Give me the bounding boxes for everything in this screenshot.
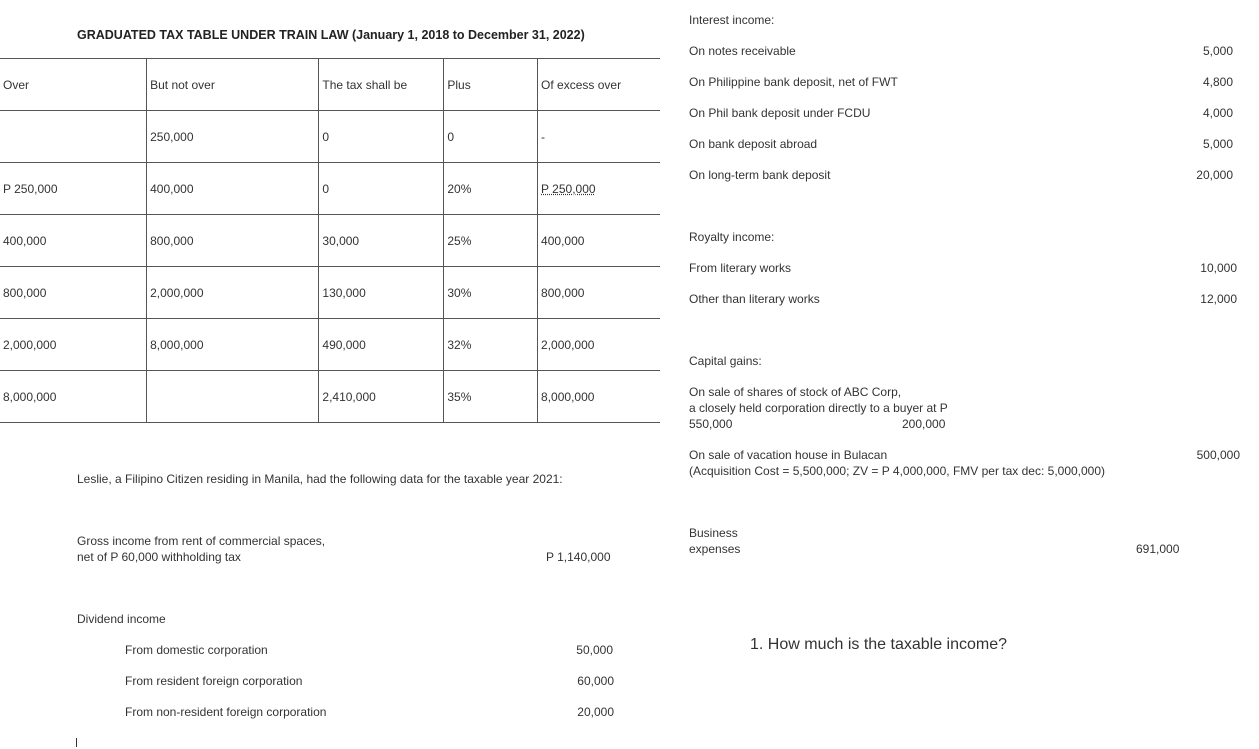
cell-over: 800,000 <box>0 267 147 319</box>
interest-item-label: On Phil bank deposit under FCDU <box>689 106 871 120</box>
header-plus: Plus <box>444 59 538 111</box>
cell-plus: 30% <box>444 267 538 319</box>
text-cursor <box>76 738 77 747</box>
cell-but-not-over: 2,000,000 <box>147 267 319 319</box>
table-row <box>0 163 660 215</box>
house-sale-line-2: (Acquisition Cost = 5,500,000; ZV = P 4,000,000, FMV per tax dec: 5,000,000) <box>689 464 1106 478</box>
table-header-row <box>0 59 660 111</box>
cell-tax: 2,410,000 <box>319 371 444 423</box>
interest-item-value: 5,000 <box>1202 44 1233 58</box>
table-row <box>0 215 660 267</box>
cell-tax: 0 <box>319 111 444 163</box>
cell-plus: 32% <box>444 319 538 371</box>
cell-plus: 25% <box>444 215 538 267</box>
cell-plus: 0 <box>444 111 538 163</box>
intro-text: Leslie, a Filipino Citizen residing in Manila, had the following data for the taxable year 2021: <box>77 472 563 486</box>
dividend-item-value: 20,000 <box>577 705 614 719</box>
table-row <box>0 371 660 423</box>
table-row <box>0 267 660 319</box>
cell-tax: 490,000 <box>319 319 444 371</box>
dividend-heading: Dividend income <box>77 612 166 626</box>
cell-plus: 35% <box>444 371 538 423</box>
dividend-item-value: 50,000 <box>576 643 613 657</box>
royalty-item-label: From literary works <box>689 261 792 275</box>
business-expenses-label-1: Business <box>689 526 738 540</box>
gross-income-label-1: Gross income from rent of commercial spaces, <box>77 534 326 548</box>
royalty-item-value: 10,000 <box>1200 261 1237 275</box>
capital-gains-heading: Capital gains: <box>689 354 762 368</box>
cell-tax: 0 <box>319 163 444 215</box>
cell-over: 400,000 <box>0 215 147 267</box>
interest-heading: Interest income: <box>689 13 775 27</box>
question-text: 1. How much is the taxable income? <box>750 636 1008 653</box>
gross-income-value: P 1,140,000 <box>546 550 611 564</box>
cell-excess-over: - <box>538 111 660 163</box>
business-expenses-value: 691,000 <box>1136 542 1180 556</box>
cell-excess-over: 8,000,000 <box>538 371 660 423</box>
royalty-item-label: Other than literary works <box>689 292 820 306</box>
royalty-heading: Royalty income: <box>689 230 775 244</box>
interest-item-value: 20,000 <box>1196 168 1233 182</box>
cell-over: 8,000,000 <box>0 371 147 423</box>
house-sale-value: 500,000 <box>1196 448 1240 462</box>
interest-item-value: 4,800 <box>1202 75 1233 89</box>
shares-cost: 200,000 <box>902 417 946 431</box>
interest-item-label: On long-term bank deposit <box>689 168 831 182</box>
cell-but-not-over <box>147 371 319 423</box>
cell-over: 2,000,000 <box>0 319 147 371</box>
shares-sale-line-2: a closely held corporation directly to a buyer at P <box>689 401 948 415</box>
table-row <box>0 111 660 163</box>
dividend-item-label: From non-resident foreign corporation <box>125 705 327 719</box>
dividend-item-label: From resident foreign corporation <box>125 674 303 688</box>
header-excess-over: Of excess over <box>538 59 660 111</box>
cell-but-not-over: 8,000,000 <box>147 319 319 371</box>
header-over: Over <box>0 59 147 111</box>
cell-excess-over: 400,000 <box>538 215 660 267</box>
shares-sale-line-1: On sale of shares of stock of ABC Corp, <box>689 385 902 399</box>
cell-plus: 20% <box>444 163 538 215</box>
cell-but-not-over: 400,000 <box>147 163 319 215</box>
cell-over <box>0 111 147 163</box>
dividend-item-value: 60,000 <box>577 674 614 688</box>
interest-item-value: 4,000 <box>1202 106 1233 120</box>
cell-excess-over: P 250,000 <box>538 163 660 215</box>
interest-item-value: 5,000 <box>1202 137 1233 151</box>
cell-excess-over: 2,000,000 <box>538 319 660 371</box>
cell-over: P 250,000 <box>0 163 147 215</box>
table-title: GRADUATED TAX TABLE UNDER TRAIN LAW (January 1, 2018 to December 31, 2022) <box>77 28 585 42</box>
house-sale-line-1: On sale of vacation house in Bulacan <box>689 448 888 462</box>
royalty-item-value: 12,000 <box>1200 292 1237 306</box>
table-row <box>0 319 660 371</box>
graduated-tax-table <box>0 58 660 423</box>
cell-tax: 130,000 <box>319 267 444 319</box>
dividend-item-label: From domestic corporation <box>125 643 268 657</box>
cell-but-not-over: 250,000 <box>147 111 319 163</box>
interest-item-label: On Philippine bank deposit, net of FWT <box>689 75 898 89</box>
cell-but-not-over: 800,000 <box>147 215 319 267</box>
cell-tax: 30,000 <box>319 215 444 267</box>
business-expenses-label-2: expenses <box>689 542 741 556</box>
interest-item-label: On bank deposit abroad <box>689 137 818 151</box>
shares-sale-price: 550,000 <box>689 417 733 431</box>
gross-income-label-2: net of P 60,000 withholding tax <box>77 550 241 564</box>
header-tax-shall-be: The tax shall be <box>319 59 444 111</box>
header-but-not-over: But not over <box>147 59 319 111</box>
interest-item-label: On notes receivable <box>689 44 796 58</box>
cell-excess-over: 800,000 <box>538 267 660 319</box>
